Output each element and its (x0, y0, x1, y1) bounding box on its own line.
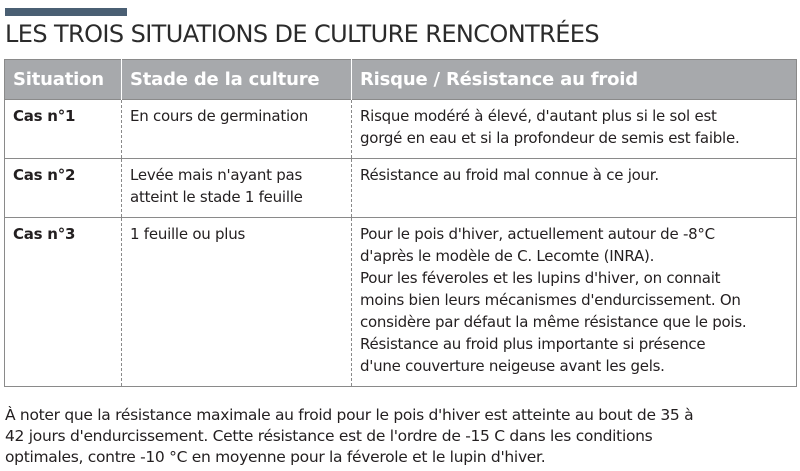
cell-line: gorgé en eau et si la profondeur de semis est faible. (360, 129, 740, 147)
cell-line: 1 feuille ou plus (130, 225, 246, 243)
header-situation: Situation (5, 60, 122, 100)
title-accent-bar (5, 8, 127, 16)
situations-table (4, 59, 797, 387)
document-title: LES TROIS SITUATIONS DE CULTURE RENCONTRÉES (5, 20, 599, 48)
cell-stade (122, 159, 352, 218)
header-risque: Risque / Résistance au froid (352, 60, 797, 100)
cell-situation: Cas n°1 (5, 100, 122, 159)
note-line: optimales, contre -10 °C en moyenne pour la féverole et le lupin d'hiver. (5, 448, 546, 466)
situations-table-wrapper (4, 59, 796, 387)
cell-risque (352, 218, 797, 387)
table-row (5, 218, 797, 387)
cell-line: Levée mais n'ayant pas (130, 166, 303, 184)
cell-stade (122, 100, 352, 159)
cell-line: d'une couverture neigeuse avant les gels. (360, 357, 665, 375)
note-line: À noter que la résistance maximale au froid pour le pois d'hiver est atteinte au bout de 35 à (5, 406, 694, 424)
cell-line: Résistance au froid plus importante si présence (360, 335, 706, 353)
note-line: 42 jours d'endurcissement. Cette résistance est de l'ordre de -15 C dans les conditions (5, 427, 653, 445)
cell-line: Pour le pois d'hiver, actuellement autour de -8°C (360, 225, 715, 243)
cell-line: Résistance au froid mal connue à ce jour. (360, 166, 659, 184)
cell-line: d'après le modèle de C. Lecomte (INRA). (360, 247, 655, 265)
table-header-row (5, 60, 797, 100)
cell-stade (122, 218, 352, 387)
table-row (5, 159, 797, 218)
cell-risque (352, 100, 797, 159)
cell-line: atteint le stade 1 feuille (130, 188, 303, 206)
cell-line: Risque modéré à élevé, d'autant plus si le sol est (360, 107, 717, 125)
table-row (5, 100, 797, 159)
cell-situation: Cas n°3 (5, 218, 122, 387)
cell-line: Pour les féveroles et les lupins d'hiver, on connait (360, 269, 721, 287)
footnote-paragraph (5, 405, 795, 468)
cell-line: moins bien leurs mécanismes d'endurcissement. On (360, 291, 741, 309)
header-stade: Stade de la culture (122, 60, 352, 100)
cell-risque (352, 159, 797, 218)
cell-situation: Cas n°2 (5, 159, 122, 218)
cell-line: En cours de germination (130, 107, 309, 125)
cell-line: considère par défaut la même résistance que le pois. (360, 313, 747, 331)
